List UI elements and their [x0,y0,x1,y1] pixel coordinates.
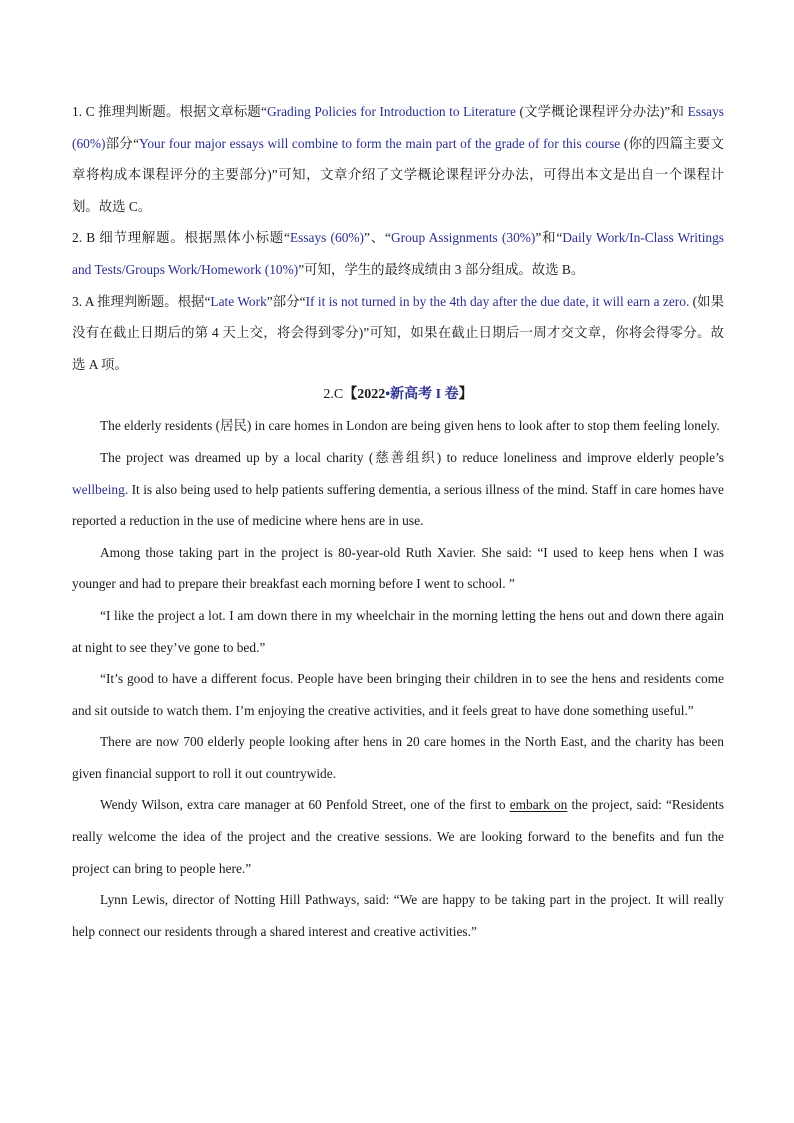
quote: Group Assignments (30%) [390,230,536,246]
quote: Grading Policies for Introduction to Literature [266,104,516,119]
quote: If it is not turned in by the 4th day after the due date, it will earn a zero. [305,293,690,309]
quote: Your four major essays will combine to form the main part of the grade of for this course [139,135,621,151]
document-page [72,96,724,947]
passage-paragraph-2: The project was dreamed up by a local charity (慈善组织) to reduce loneliness and improve elderly people’s wellbeing. It is also being used to help patients suffering dementia, a serious illness of the mind. Staff in care homes have reported a reduction in the use of medicine where hens are in use. [72,449,724,529]
answer-letter: A [84,293,94,309]
section-source: 新高考 I 卷 [390,387,459,403]
section-label: 2.C [323,387,344,403]
quote: Late Work [210,293,267,309]
passage-paragraph-5: “It’s good to have a different focus. People have been bringing their children in to see the hens and residents come and sit outside to watch them. I’m enjoying the creative activities, and it feels great to have done something useful.” [72,671,724,718]
section-year: 2022 [357,387,386,403]
quote: Essays (60%) [289,230,365,246]
passage-paragraph-1: The elderly residents (居民) in care homes in London are being given hens to look after to stop them feeling lonely. [100,418,720,434]
passage-paragraph-4: “I like the project a lot. I am down there in my wheelchair in the morning letting the hens out and down there again at night to see they’ve gone to bed.” [72,607,724,655]
answer-number: 1 [72,104,79,119]
answer-number: 2 [72,230,79,246]
underlined-phrase: embark on [509,797,568,813]
passage-paragraph-3: Among those taking part in the project is 80-year-old Ruth Xavier. She said: “I used to keep hens when I was younger and had to prepare their breakfast each morning before I went to school. ” [72,544,724,592]
highlighted-word: wellbeing [72,481,125,497]
answer-1: 1. C 推理判断题。根据文章标题“Grading Policies for Introduction to Literature (文学概论课程评分办法)”和 Essays (60%)部分“Your four major essays will combine to form the main part of the grade of for this course (你的四篇主要文章将构成本课程评分的主要部分)”可知，文章介绍了文学概论课程评分办法，可得出本文是出自一个课程计划。故选 C。 [72,104,725,214]
section-heading: 2.C【2022•新高考 I 卷】 [323,387,473,403]
answer-number: 3 [72,293,79,309]
answer-3: 3. A 推理判断题。根据“Late Work”部分“If it is not turned in by the 4th day after the due date, it will earn a zero. (如果没有在截止日期后的第 4 天上交，将会得到零分)”可知，如果在截止日期后一周才交文章，你将会得零分。故选 A 项。 [72,293,725,372]
quote: Daily Work/In-Class Writings and Tests/Groups Work/Homework (10%) [72,230,725,277]
answer-letter: B [86,230,96,246]
answer-2: 2. B 细节理解题。根据黑体小标题“Essays (60%)”、“Group Assignments (30%)”和“Daily Work/In-Class Writings and Tests/Groups Work/Homework (10%)”可知，学生的最终成绩由 3 部分组成。故选 B。 [72,230,725,277]
passage-paragraph-6: There are now 700 elderly people looking after hens in 20 care homes in the North East, and the charity has been given financial support to roll it out countrywide. [72,734,724,781]
quote: Essays (60%) [72,104,725,151]
passage-paragraph-7: Wendy Wilson, extra care manager at 60 Penfold Street, one of the first to embark on the project, said: “Residents really welcome the idea of the project and the creative sessions. We are looking forward to the benefits and fun the project can bring to people here.” [72,797,724,876]
passage-paragraph-8: Lynn Lewis, director of Notting Hill Pathways, said: “We are happy to be taking part in the project. It will really help connect our residents through a shared interest and creative activities.” [72,892,724,939]
answer-letter: C [85,104,95,119]
